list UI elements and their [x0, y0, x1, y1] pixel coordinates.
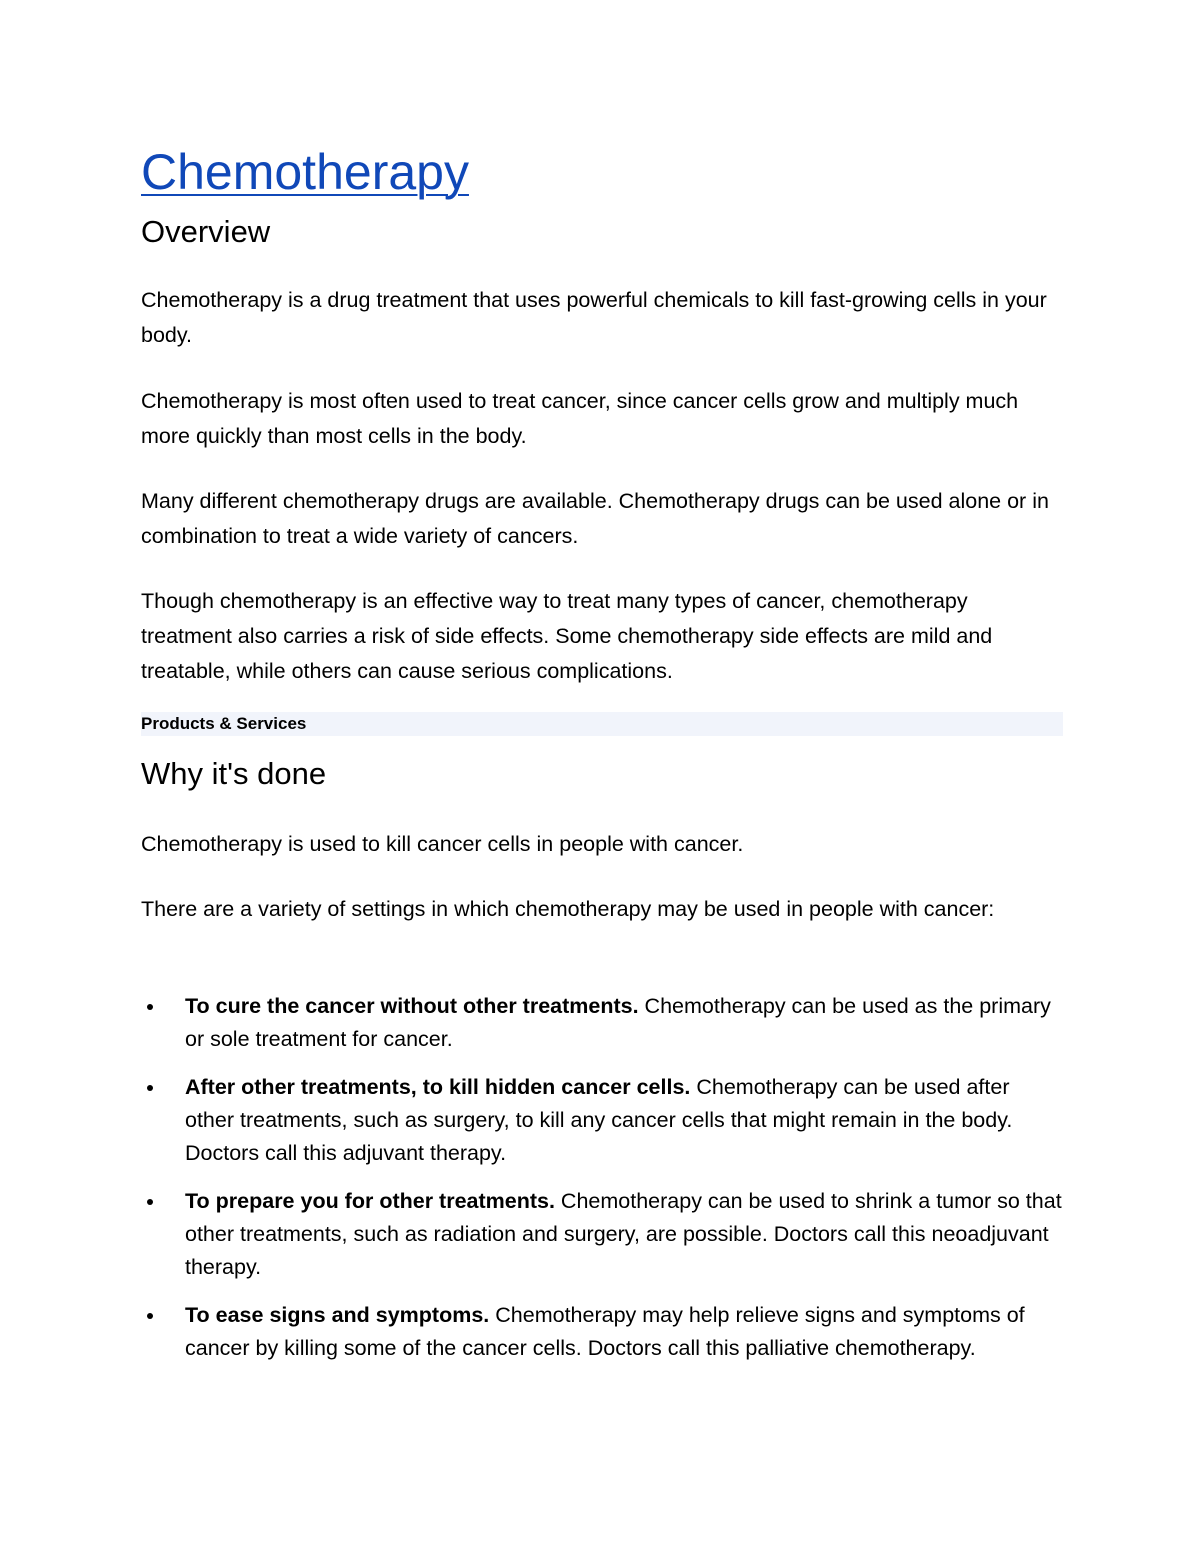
list-item-text: Chemotherapy can be used as the primary or sole treatment for cancer.: [185, 994, 1051, 1051]
list-item-text: Chemotherapy can be used to shrink a tumor so that other treatments, such as radiation and surgery, are possible. Doctors call this neoadjuvant therapy.: [185, 1189, 1062, 1279]
products-services-band: [141, 712, 1063, 736]
overview-paragraph: Though chemotherapy is an effective way to treat many types of cancer, chemotherapy treatment also carries a risk of side effects. Some chemotherapy side effects are mild and treatable, while others can cause serious complications.: [141, 589, 993, 683]
list-item-lead: To prepare you for other treatments.: [185, 1189, 555, 1213]
bullet-icon: [147, 1085, 153, 1091]
bullet-icon: [147, 1199, 153, 1205]
bullet-icon: [147, 1004, 153, 1010]
settings-list: [141, 990, 1063, 1380]
why-paragraph: Chemotherapy is used to kill cancer cells in people with cancer.: [141, 832, 744, 856]
list-item-text: Chemotherapy may help relieve signs and symptoms of cancer by killing some of the cancer cells. Doctors call this palliative chemotherapy.: [185, 1303, 1025, 1360]
list-item-lead: To ease signs and symptoms.: [185, 1303, 490, 1327]
overview-paragraph: Chemotherapy is a drug treatment that uses powerful chemicals to kill fast-growing cells in your body.: [141, 288, 1047, 347]
overview-paragraph: Many different chemotherapy drugs are available. Chemotherapy drugs can be used alone or in combination to treat a wide variety of cancers.: [141, 489, 1049, 548]
page-title-link[interactable]: Chemotherapy: [141, 144, 469, 200]
list-item-lead: To cure the cancer without other treatments.: [185, 994, 639, 1018]
list-item: [141, 990, 1063, 1056]
why-paragraph: There are a variety of settings in which chemotherapy may be used in people with cancer:: [141, 897, 995, 921]
products-services-label[interactable]: Products & Services: [141, 714, 307, 733]
list-item: [141, 1071, 1063, 1170]
list-item: [141, 1185, 1063, 1284]
list-item-lead: After other treatments, to kill hidden cancer cells.: [185, 1075, 691, 1099]
list-item: [141, 1299, 1063, 1365]
list-item-text: Chemotherapy can be used after other treatments, such as surgery, to kill any cancer cells that might remain in the body. Doctors call this adjuvant therapy.: [185, 1075, 1013, 1165]
overview-heading: Overview: [141, 214, 271, 249]
overview-paragraph: Chemotherapy is most often used to treat cancer, since cancer cells grow and multiply much more quickly than most cells in the body.: [141, 389, 1019, 448]
why-heading: Why it's done: [141, 756, 327, 791]
bullet-icon: [147, 1313, 153, 1319]
